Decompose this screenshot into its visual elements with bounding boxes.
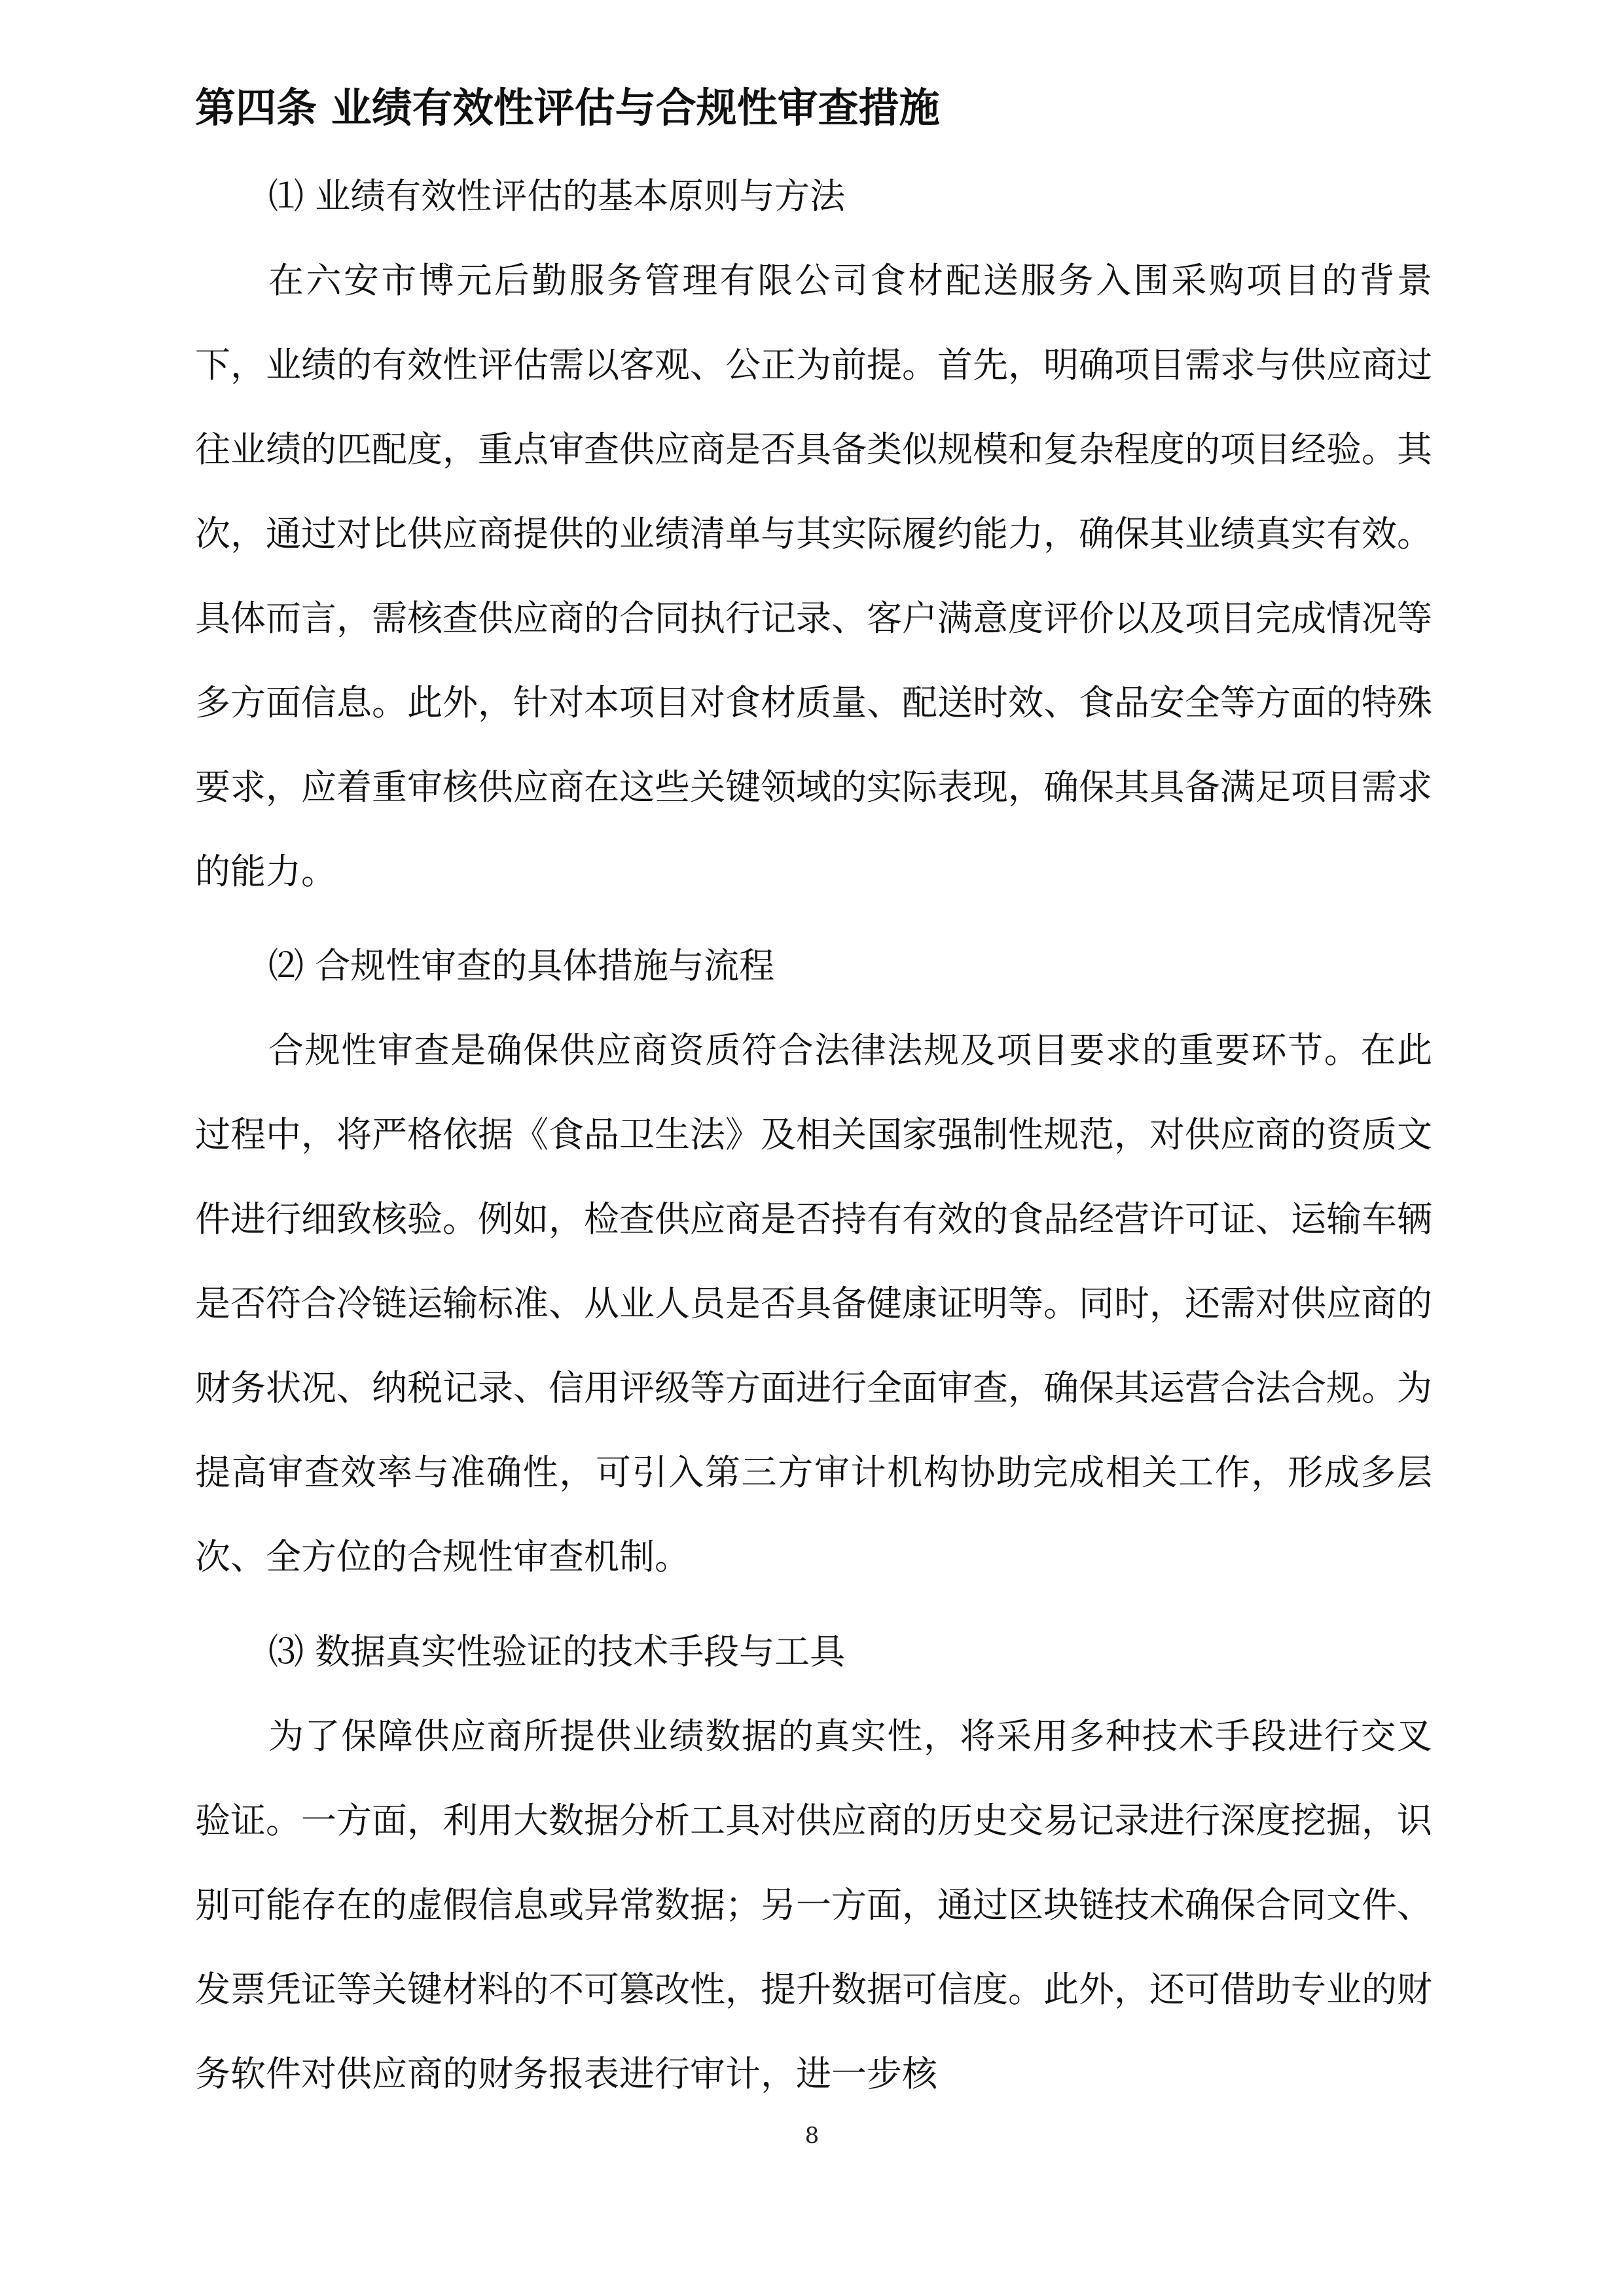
section-1-title: ⑴ 业绩有效性评估的基本原则与方法 xyxy=(268,175,846,217)
section-2-body: 合规性审查是确保供应商资质符合法律法规及项目要求的重要环节。在此过程中，将严格依据《食品卫生法》及相关国家强制性规范，对供应商的资质文件进行细致核验。例如，检查供应商是否持有有效的食品经营许可证、运输车辆是否符合冷链运输标准、从业人员是否具备健康证明等。同时，还需对供应商的财务状况、纳税记录、信用评级等方面进行全面审查，确保其运营合法合规。为提高审查效率与准确性，可引入第三方审计机构协助完成相关工作，形成多层次、全方位的合规性审查机制。 xyxy=(195,1030,1432,1577)
section-2-title: ⑵ 合规性审查的具体措施与流程 xyxy=(268,945,775,986)
page-number: 8 xyxy=(804,2123,820,2149)
article-heading: 第四条 业绩有效性评估与合规性审查措施 xyxy=(195,84,940,132)
section-3-title: ⑶ 数据真实性验证的技术手段与工具 xyxy=(268,1631,846,1672)
section-1-body: 在六安市博元后勤服务管理有限公司食材配送服务入围采购项目的背景下，业绩的有效性评估需以客观、公正为前提。首先，明确项目需求与供应商过往业绩的匹配度，重点审查供应商是否具备类似规模和复杂程度的项目经验。其次，通过对比供应商提供的业绩清单与其实际履约能力，确保其业绩真实有效。具体而言，需核查供应商的合同执行记录、客户满意度评价以及项目完成情况等多方面信息。此外，针对本项目对食材质量、配送时效、食品安全等方面的特殊要求，应着重审核供应商在这些关键领域的实际表现，确保其具备满足项目需求的能力。 xyxy=(195,260,1432,892)
section-3-body: 为了保障供应商所提供业绩数据的真实性，将采用多种技术手段进行交叉验证。一方面，利用大数据分析工具对供应商的历史交易记录进行深度挖掘，识别可能存在的虚假信息或异常数据；另一方面，通过区块链技术确保合同文件、发票凭证等关键材料的不可篡改性，提升数据可信度。此外，还可借助专业的财务软件对供应商的财务报表进行审计，进一步核 xyxy=(195,1715,1432,2094)
